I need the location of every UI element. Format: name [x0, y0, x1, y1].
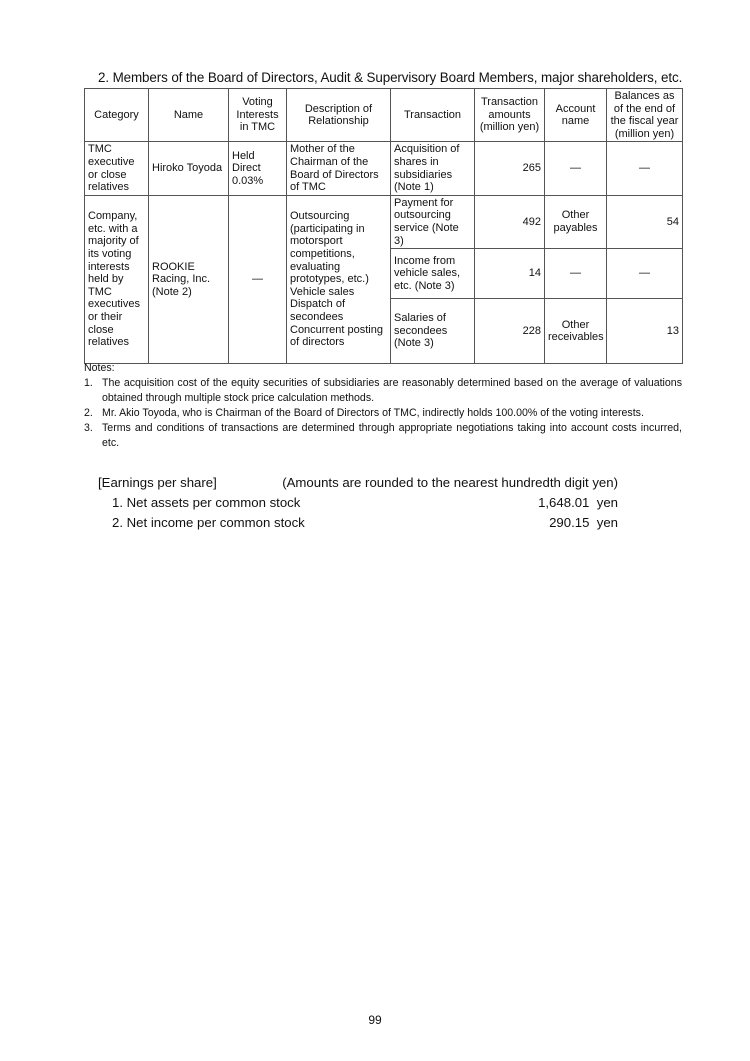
row1-category: TMC executive or close relatives	[85, 142, 149, 195]
header-name: Name	[149, 89, 229, 142]
eps-label: 1. Net assets per common stock	[112, 495, 301, 510]
eps-value: 290.15 yen	[549, 515, 618, 530]
note-text: Mr. Akio Toyoda, who is Chairman of the Board of Directors of TMC, indirectly holds 100.00% of the voting interests.	[102, 407, 644, 419]
eps-heading: [Earnings per share]	[98, 475, 217, 490]
note-number: 2.	[84, 407, 93, 419]
header-category: Category	[85, 89, 149, 142]
row1-relationship: Mother of the Chairman of the Board of Directors of TMC	[287, 142, 391, 195]
row2-amount-1: 492	[475, 195, 545, 248]
eps-rounding-note: (Amounts are rounded to the nearest hundredth digit yen)	[282, 475, 618, 490]
note-number: 3.	[84, 422, 93, 434]
table-row	[85, 142, 683, 195]
row2-amount-2: 14	[475, 249, 545, 299]
row1-transaction: Acquisition of shares in subsidiaries (Note 1)	[391, 142, 475, 195]
notes-heading: Notes:	[84, 362, 115, 374]
note-item	[84, 376, 682, 406]
page-number: 99	[368, 1013, 382, 1027]
eps-label: 2. Net income per common stock	[112, 515, 305, 530]
row2-account-3: Other receivables	[545, 299, 607, 364]
notes-section	[84, 361, 682, 451]
row1-account: —	[545, 142, 607, 195]
note-item	[84, 421, 682, 451]
row2-transaction-3: Salaries of secondees (Note 3)	[391, 299, 475, 364]
row1-voting: Held Direct 0.03%	[229, 142, 287, 195]
row2-transaction-1: Payment for outsourcing service (Note 3)	[391, 195, 475, 248]
row2-account-1: Other payables	[545, 195, 607, 248]
row2-voting: —	[229, 195, 287, 363]
table-header-row	[85, 89, 683, 142]
note-text: Terms and conditions of transactions are determined through appropriate negotiations taking into account costs incurred, etc.	[102, 422, 682, 449]
header-relationship: Description of Relationship	[287, 89, 391, 142]
note-number: 1.	[84, 377, 93, 389]
row1-name: Hiroko Toyoda	[149, 142, 229, 195]
note-text: The acquisition cost of the equity securities of subsidiaries are reasonably determined based on the average of valuations obtained through multiple stock price calculation methods.	[102, 377, 682, 404]
row1-balance: —	[607, 142, 683, 195]
row2-amount-3: 228	[475, 299, 545, 364]
table-row	[85, 195, 683, 248]
note-item	[84, 406, 682, 421]
header-transaction-amounts: Transaction amounts (million yen)	[475, 89, 545, 142]
eps-item	[98, 513, 618, 533]
section-title: 2. Members of the Board of Directors, Audit & Supervisory Board Members, major shareholders, etc.	[98, 70, 683, 85]
eps-item	[98, 493, 618, 513]
row2-category: Company, etc. with a majority of its voting interests held by TMC executives or their close relatives	[85, 195, 149, 363]
row2-account-2: —	[545, 249, 607, 299]
header-voting-interests: Voting Interests in TMC	[229, 89, 287, 142]
eps-header-row	[98, 473, 618, 493]
header-balances: Balances as of the end of the fiscal year (million yen)	[607, 89, 683, 142]
row2-transaction-2: Income from vehicle sales, etc. (Note 3)	[391, 249, 475, 299]
header-transaction: Transaction	[391, 89, 475, 142]
row2-balance-3: 13	[607, 299, 683, 364]
eps-value: 1,648.01 yen	[538, 495, 618, 510]
header-account-name: Account name	[545, 89, 607, 142]
row2-name: ROOKIE Racing, Inc. (Note 2)	[149, 195, 229, 363]
row1-amount: 265	[475, 142, 545, 195]
related-party-table	[84, 88, 683, 364]
earnings-per-share-section	[98, 473, 618, 533]
row2-balance-2: —	[607, 249, 683, 299]
row2-balance-1: 54	[607, 195, 683, 248]
row2-relationship: Outsourcing (participating in motorsport competitions, evaluating prototypes, etc.) Vehicle sales Dispatch of secondees Concurrent posting of directors	[287, 195, 391, 363]
